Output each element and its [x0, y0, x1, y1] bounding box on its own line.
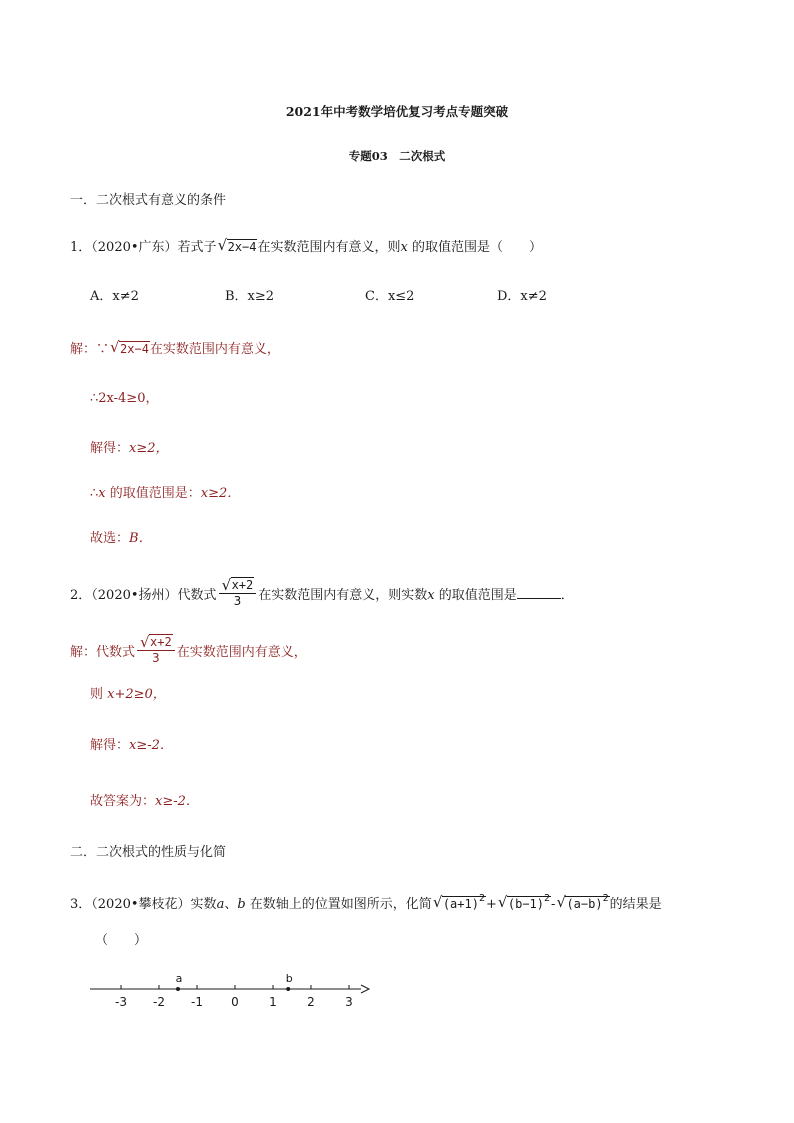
section-heading-2: 二．二次根式的性质与化简: [70, 845, 227, 860]
solution-value: x≥2．: [200, 486, 241, 501]
radicand: [442, 893, 486, 911]
radical-icon: √: [432, 893, 443, 911]
sqrt-expression: [140, 635, 173, 650]
question-text: 在实数范围内有意义，则实数: [258, 588, 428, 603]
solution-text: 解：∵: [70, 342, 110, 357]
variable: a: [216, 897, 225, 912]
exponent: 2: [544, 893, 551, 904]
solution-text: 解：代数式: [70, 645, 136, 660]
sqrt-expression: [433, 895, 486, 915]
radicand: 2x−4: [120, 342, 149, 356]
solution-text: 在实数范围内有意义，: [176, 645, 307, 660]
question-text: 代数式: [177, 588, 217, 603]
radical-icon: √: [556, 893, 566, 911]
radicand-base: (a−b): [566, 897, 603, 911]
document-title: 2021年中考数学培优复习考点专题突破: [285, 104, 509, 119]
question-text: 的取值范围是（ ）: [407, 240, 542, 255]
axis-tick-label: 2: [307, 995, 315, 1009]
radical-icon: √: [217, 236, 228, 254]
variable: b: [237, 897, 246, 912]
radical-icon: √: [140, 633, 150, 651]
question-number: 2．: [70, 588, 92, 603]
axis-tick-label: 0: [231, 995, 239, 1009]
solution-2-line: [70, 633, 307, 668]
answer-blank: [517, 586, 561, 599]
solution-text: ∴: [90, 486, 99, 501]
radical-icon: √: [221, 576, 232, 594]
axis-point-a: [176, 987, 180, 991]
operator: +: [485, 897, 497, 912]
axis-tick-label: 1: [269, 995, 277, 1009]
sqrt-expression: [218, 238, 258, 257]
solution-2-step-2: [90, 737, 173, 755]
question-source: （2020•扬州）: [91, 588, 178, 603]
axis-tick-label: -2: [153, 995, 165, 1009]
solution-1-step-4: [90, 530, 152, 548]
answer-paren: （ ）: [95, 933, 148, 948]
document-subtitle: 专题03 二次根式: [348, 149, 446, 163]
solution-value: x≥2，: [129, 441, 169, 456]
option-b: B．x≥2: [225, 289, 275, 304]
axis-tick-label: 3: [345, 995, 353, 1009]
question-2: [70, 576, 574, 611]
question-number: 3．: [70, 897, 92, 912]
axis-point-label: a: [175, 972, 183, 985]
solution-2-step-1: [90, 686, 166, 704]
radicand: x+2: [231, 578, 254, 592]
solution-value: x≥-2．: [129, 738, 173, 753]
axis-point-b: [286, 987, 290, 991]
solution-value: B．: [129, 531, 152, 546]
question-1: [70, 238, 542, 257]
option-c: C．x≤2: [365, 289, 415, 304]
question-3: [70, 895, 662, 915]
sqrt-expression: [498, 895, 551, 915]
option-a: A．x≠2: [90, 289, 139, 304]
axis-arrow-icon: [361, 985, 369, 993]
radical-icon: √: [497, 893, 508, 911]
radicand: 2x−4: [227, 240, 257, 254]
fraction: [219, 578, 257, 609]
question-text: ．: [560, 588, 574, 603]
exponent: 2: [478, 893, 485, 904]
solution-1-line: [70, 340, 280, 359]
solution-value: x≥-2．: [155, 794, 199, 809]
solution-text: 的取值范围是：: [105, 486, 201, 501]
variable: x: [98, 486, 106, 501]
solution-text: 故选：: [90, 531, 130, 546]
solution-value: x+2≥0，: [107, 687, 166, 702]
solution-text: 解得：: [90, 441, 130, 456]
question-source: （2020•广东）: [91, 240, 178, 255]
question-text: 在实数范围内有意义，则: [257, 240, 401, 255]
solution-text: 解得：: [90, 738, 130, 753]
variable: x: [427, 588, 435, 603]
solution-1-step-1: ∴2x-4≥0，: [90, 391, 159, 406]
section-heading-1: 一．二次根式有意义的条件: [70, 193, 227, 208]
solution-text: 在实数范围内有意义，: [149, 342, 280, 357]
axis-points: [176, 972, 293, 991]
number-line: [85, 965, 375, 1015]
axis-point-label: b: [285, 972, 293, 985]
fraction: [137, 635, 175, 666]
solution-text: 则: [90, 687, 108, 702]
radicand-base: (b−1): [507, 897, 544, 911]
question-text: 在数轴上的位置如图所示，化简: [245, 897, 432, 912]
denominator: 3: [152, 651, 160, 665]
solution-1-step-2: [90, 440, 169, 458]
question-text: 实数: [190, 897, 217, 912]
radicand: [507, 893, 551, 911]
question-text: 的取值范围是: [434, 588, 517, 603]
axis-tick-label: -3: [115, 995, 127, 1009]
operator: -: [551, 897, 556, 912]
question-text: 若式子: [177, 240, 217, 255]
solution-2-step-3: [90, 793, 199, 811]
sqrt-expression: [110, 340, 150, 359]
exponent: 2: [602, 893, 609, 904]
radicand: x+2: [150, 635, 172, 649]
variable: x: [400, 240, 408, 255]
question-number: 1．: [70, 240, 92, 255]
denominator: 3: [233, 594, 242, 608]
axis-tick-label: -1: [191, 995, 203, 1009]
solution-text: 故答案为：: [90, 794, 156, 809]
question-text: 的结果是: [609, 897, 662, 912]
question-text: 、: [224, 897, 238, 912]
question-source: （2020•攀枝花）: [91, 897, 191, 912]
solution-1-step-3: [90, 485, 240, 503]
radicand: [565, 893, 609, 911]
radical-icon: √: [110, 338, 120, 356]
sqrt-expression: [222, 578, 255, 593]
option-d: D．x≠2: [497, 289, 547, 304]
radicand-base: (a+1): [442, 897, 479, 911]
sqrt-expression: [556, 895, 609, 915]
